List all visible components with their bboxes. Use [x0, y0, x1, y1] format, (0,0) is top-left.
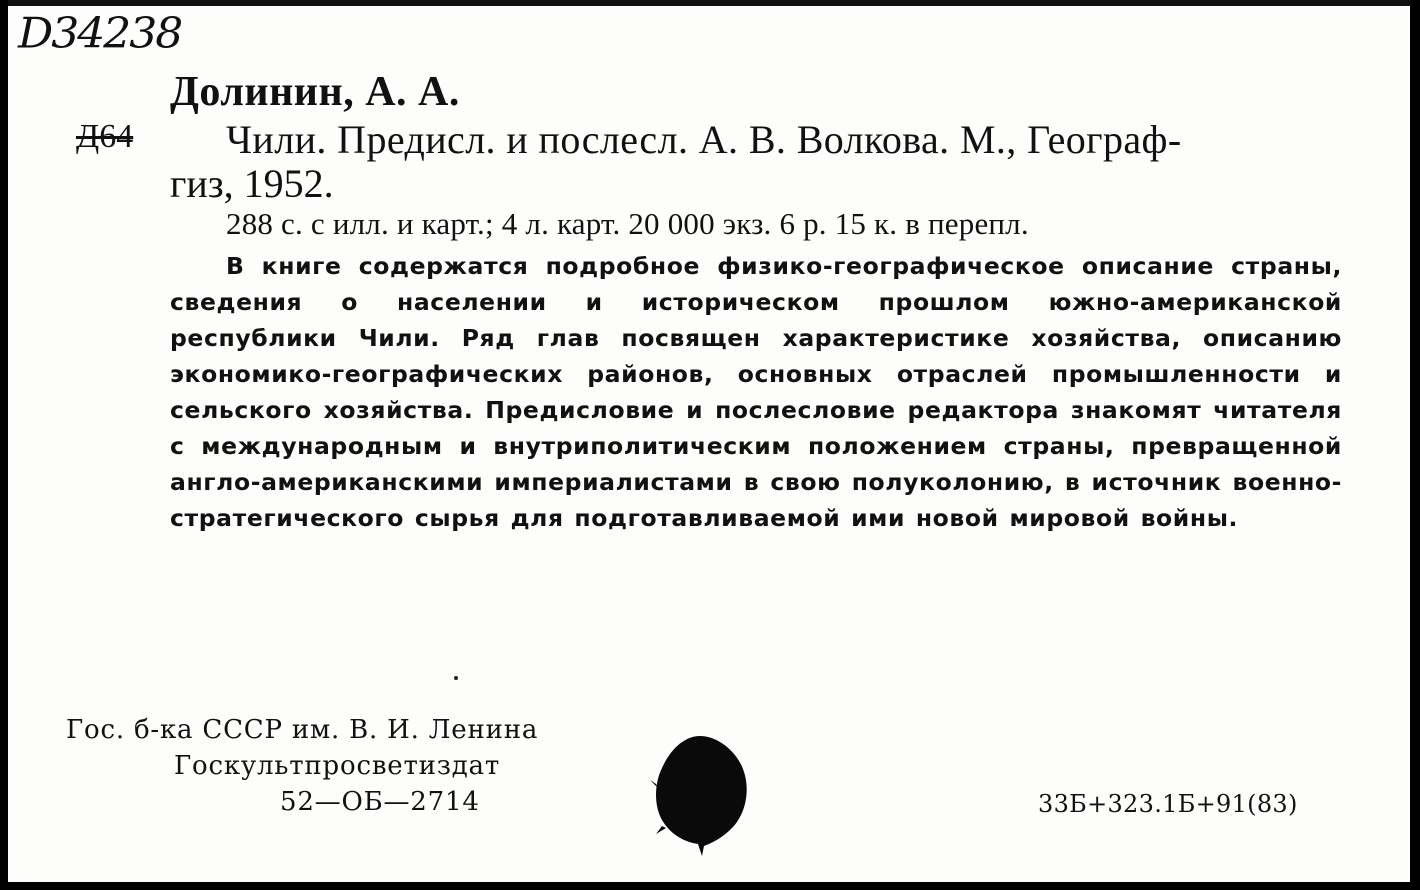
library-name: Гос. б-ка СССР им. В. И. Ленина — [66, 715, 539, 745]
annotation-paragraph: В книге содержатся подробное физико-географическое описание страны, сведения о населении и историческом прошлом южно-американской республики Чили. Ряд глав посвящен характеристике хозяйства, описанию экономико-географических районов, основных отраслей промышленности и сельского хозяйства. Предисловие и послесловие редактора знакомят читателя с международным и внутриполитическим положением страны, превращенной англо-американскими империалистами в свою полуколонию, в источник военно-стратегического сырья для подготавливаемой ими новой мировой войны. — [170, 252, 1342, 532]
library-imprint — [66, 712, 538, 820]
handwritten-accession-number: D34238 — [18, 9, 182, 58]
classification-index: 33Б+323.1Б+91(83) — [1038, 790, 1298, 818]
collation-line: 288 с. с илл. и карт.; 4 л. карт. 20 000 экз. 6 р. 15 к. в перепл. — [226, 206, 1029, 241]
ink-dot — [454, 676, 458, 680]
publisher-name: Госкультпросветиздат — [174, 751, 501, 781]
author-heading: Долинин, А. А. — [170, 69, 460, 115]
catalog-card — [8, 0, 1410, 882]
shelfmark-code: Д64 — [76, 118, 134, 155]
title-statement-line1: Чили. Предисл. и послесл. А. В. Волкова. М., Географ- — [226, 117, 1182, 162]
card-body — [8, 6, 1410, 882]
punch-hole-blot — [648, 730, 758, 860]
title-statement-line2: гиз, 1952. — [170, 161, 334, 206]
order-number: 52—ОБ—2714 — [280, 787, 480, 817]
